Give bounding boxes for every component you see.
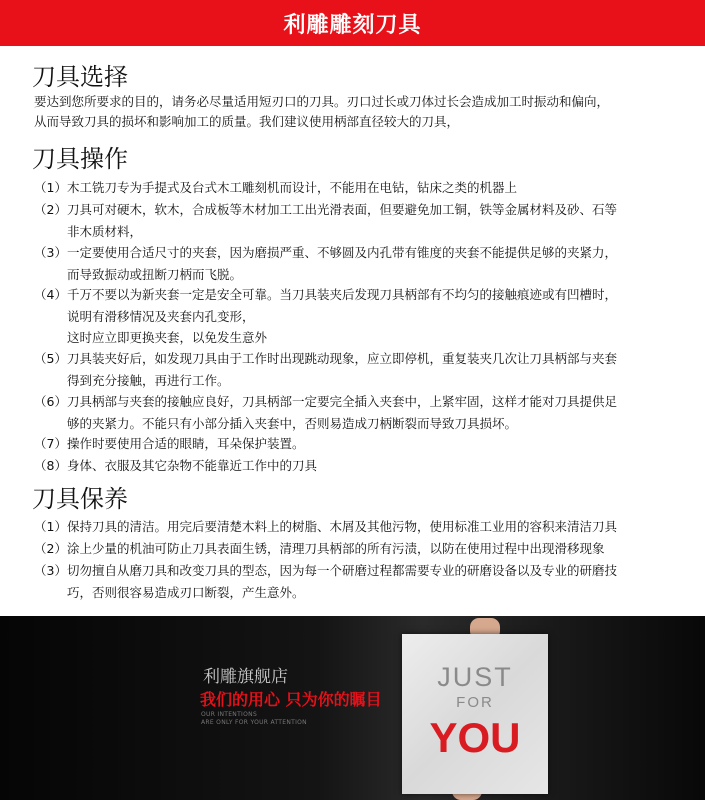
item-text: 切勿擅自从磨刀具和改变刀具的型态，因为每一个研磨过程都需要专业的研磨设备以及专业的研磨技: [66, 563, 617, 578]
list-item: [34, 433, 674, 455]
footer-banner: [0, 616, 705, 800]
selection-paragraph: [34, 92, 674, 132]
section-title-operation: 刀具操作: [32, 145, 128, 173]
list-item: [34, 348, 674, 391]
item-text: 而导致振动或扭断刀柄而飞脱。: [66, 266, 242, 282]
item-text: 操作时要使用合适的眼睛，耳朵保护装置。: [66, 436, 305, 451]
just-for-you-card: [402, 634, 548, 794]
item-text: 木工铣刀专为手提式及台式木工雕刻机而设计，不能用在电钻，钻床之类的机器上: [66, 180, 517, 195]
card-just-text: JUST: [437, 662, 513, 692]
item-number: （3）: [34, 245, 67, 260]
list-item: [34, 177, 674, 199]
list-item: [34, 455, 674, 477]
list-item: [34, 391, 674, 434]
paragraph-line: 要达到您所要求的目的，请务必尽量适用短刃口的刀具。刃口过长或刀体过长会造成加工时振动和偏向，: [34, 94, 610, 109]
list-item: [34, 199, 674, 242]
item-number: （2）: [34, 541, 67, 556]
item-text: 得到充分接触，再进行工作。: [66, 372, 230, 388]
item-text: 说明有滑移情况及夹套内孔变形，: [66, 308, 255, 324]
item-text: 身体、衣服及其它杂物不能靠近工作中的刀具: [66, 458, 317, 473]
item-number: （7）: [34, 436, 67, 451]
list-item: [34, 560, 674, 603]
item-number: （3）: [34, 563, 67, 578]
item-text: 这时应立即更换夹套，以免发生意外: [66, 330, 267, 345]
main-content: [0, 46, 705, 616]
item-text: 非木质材料，: [66, 223, 142, 239]
item-text: 巧，否则很容易造成刃口断裂，产生意外。: [66, 584, 305, 600]
section-title-maintenance: 刀具保养: [32, 485, 128, 513]
item-number: （1）: [34, 519, 67, 534]
brand-name: 利雕旗舰店: [203, 667, 288, 687]
header-banner: [0, 0, 705, 46]
section-title-selection: 刀具选择: [32, 63, 128, 91]
slogan-english-line: OUR INTENTIONS: [201, 711, 258, 718]
item-text: 涂上少量的机油可防止刀具表面生锈，清理刀具柄部的所有污渍，以防在使用过程中出现滑移现象: [66, 541, 605, 556]
item-number: （4）: [34, 287, 67, 302]
list-item: [34, 516, 674, 538]
page-title: 利雕雕刻刀具: [283, 12, 422, 38]
card-you-text: YOU: [429, 714, 521, 761]
item-number: （6）: [34, 394, 67, 409]
item-number: （8）: [34, 458, 67, 473]
item-number: （5）: [34, 351, 67, 366]
list-item: [34, 284, 674, 349]
list-item: [34, 538, 674, 560]
item-text: 刀具可对硬木，软木，合成板等木材加工工出光滑表面，但要避免加工铜，铁等金属材料及砂、石等: [66, 202, 617, 217]
item-text: 刀具柄部与夹套的接触应良好，刀具柄部一定要完全插入夹套中，上紧牢固，这样才能对刀具提供足: [66, 394, 617, 409]
item-number: （1）: [34, 180, 67, 195]
item-text: 够的夹紧力。不能只有小部分插入夹套中，否则易造成刀柄断裂而导致刀具损坏。: [66, 415, 517, 431]
card-for-text: FOR: [456, 694, 494, 711]
item-number: （2）: [34, 202, 67, 217]
item-text: 千万不要以为新夹套一定是安全可靠。当刀具装夹后发现刀具柄部有不均匀的接触痕迹或有凹槽时，: [66, 287, 617, 302]
item-text: 一定要使用合适尺寸的夹套，因为磨损严重、不够圆及内孔带有锥度的夹套不能提供足够的夹紧力，: [66, 245, 617, 260]
brand-slogan: 我们的用心 只为你的瞩目: [200, 690, 382, 709]
paragraph-line: 从而导致刀具的损坏和影响加工的质量。我们建议使用柄部直径较大的刀具，: [34, 114, 460, 129]
item-text: 刀具装夹好后，如发现刀具由于工作时出现跳动现象，应立即停机，重复装夹几次让刀具柄部与夹套: [66, 351, 617, 366]
item-text: 保持刀具的清洁。用完后要清楚木料上的树脂、木屑及其他污物，使用标准工业用的容积来清洁刀具: [66, 519, 617, 534]
slogan-english-line: ARE ONLY FOR YOUR ATTENTION: [201, 719, 307, 726]
list-item: [34, 242, 674, 285]
